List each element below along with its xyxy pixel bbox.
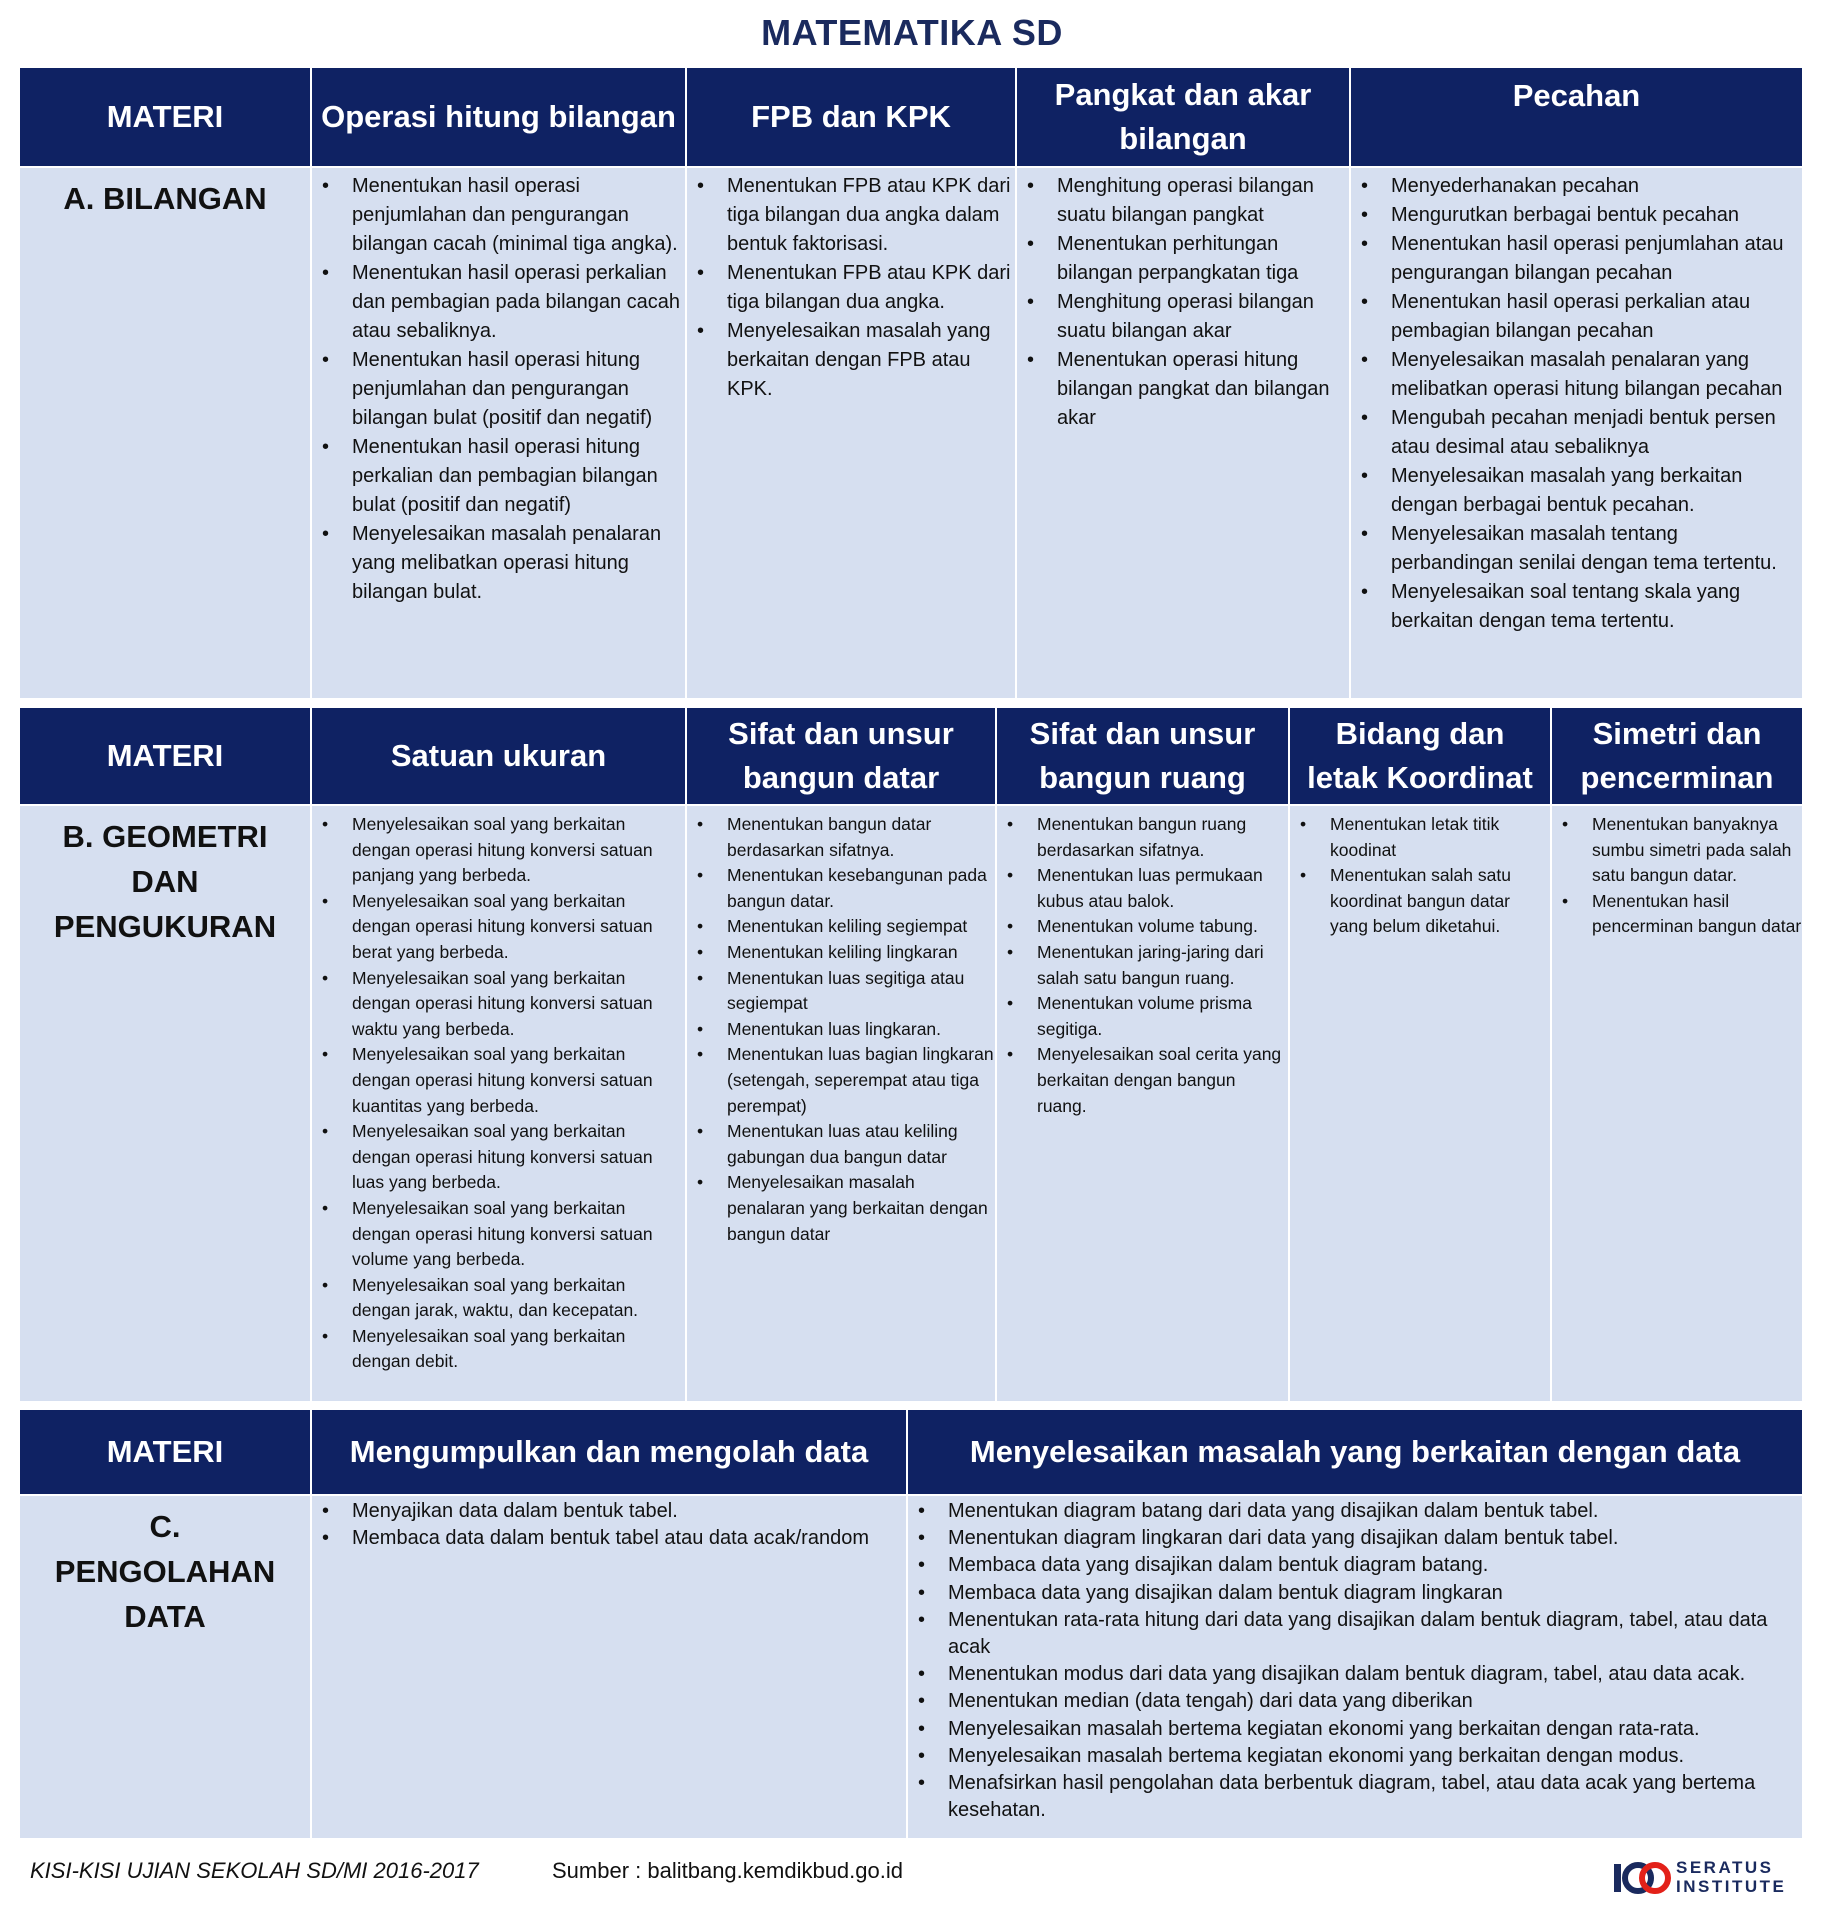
list-item: • Menentukan luas atau keliling gabungan dua bangun datar — [687, 1119, 995, 1170]
materi-header: MATERI — [20, 708, 312, 804]
list-item: • Menyelesaikan masalah penalaran yang berkaitan dengan bangun datar — [687, 1170, 995, 1247]
list-item: • Menyelesaikan masalah yang berkaitan dengan berbagai bentuk pecahan. — [1351, 462, 1802, 520]
list-item: • Menyelesaikan soal yang berkaitan dengan operasi hitung konversi satuan kuantitas yang berbeda. — [312, 1042, 685, 1119]
list-item: • Menyelesaikan soal yang berkaitan dengan jarak, waktu, dan kecepatan. — [312, 1273, 685, 1324]
list-item: • Menentukan operasi hitung bilangan pangkat dan bilangan akar — [1017, 346, 1349, 433]
list-item: • Menentukan rata-rata hitung dari data yang disajikan dalam bentuk diagram, tabel, atau data acak — [908, 1607, 1802, 1661]
footer-caption: KISI-KISI UJIAN SEKOLAH SD/MI 2016-2017 — [30, 1858, 479, 1883]
logo-line: INSTITUTE — [1676, 1877, 1787, 1896]
list-item: • Menyelesaikan soal yang berkaitan dengan debit. — [312, 1324, 685, 1375]
column-header: FPB dan KPK — [687, 68, 1017, 166]
list-item: • Menyelesaikan soal yang berkaitan dengan operasi hitung konversi satuan waktu yang berbeda. — [312, 966, 685, 1043]
content-cell — [312, 1496, 908, 1838]
bullet-list — [687, 812, 995, 1247]
list-item: • Menentukan letak titik koodinat — [1290, 812, 1550, 863]
list-item: • Menentukan luas bagian lingkaran (setengah, seperempat atau tiga perempat) — [687, 1042, 995, 1119]
list-item: • Menentukan luas permukaan kubus atau balok. — [997, 863, 1288, 914]
list-item: • Menentukan FPB atau KPK dari tiga bilangan dua angka. — [687, 259, 1015, 317]
list-item: • Menyelesaikan soal yang berkaitan dengan operasi hitung konversi satuan volume yang berbeda. — [312, 1196, 685, 1273]
list-item: • Menentukan keliling lingkaran — [687, 940, 995, 966]
content-cell — [997, 806, 1290, 1401]
list-item: • Menyajikan data dalam bentuk tabel. — [312, 1498, 906, 1525]
list-item: • Menentukan keliling segiempat — [687, 914, 995, 940]
list-item: • Menyederhanakan pecahan — [1351, 172, 1802, 201]
bullet-list — [1290, 812, 1550, 940]
list-item: • Menyelesaikan soal yang berkaitan dengan operasi hitung konversi satuan luas yang berbeda. — [312, 1119, 685, 1196]
list-item: • Menentukan FPB atau KPK dari tiga bilangan dua angka dalam bentuk faktorisasi. — [687, 172, 1015, 259]
category-label: A. BILANGAN — [20, 168, 312, 698]
column-header: Mengumpulkan dan mengolah data — [312, 1410, 908, 1494]
category-label: C. PENGOLAHAN DATA — [20, 1496, 312, 1838]
bullet-list — [997, 812, 1288, 1119]
list-item: • Menyelesaikan masalah bertema kegiatan ekonomi yang berkaitan dengan rata-rata. — [908, 1716, 1802, 1743]
list-item: • Mengubah pecahan menjadi bentuk persen atau desimal atau sebaliknya — [1351, 404, 1802, 462]
list-item: • Membaca data yang disajikan dalam bentuk diagram lingkaran — [908, 1580, 1802, 1607]
list-item: • Mengurutkan berbagai bentuk pecahan — [1351, 201, 1802, 230]
list-item: • Menentukan modus dari data yang disajikan dalam bentuk diagram, tabel, atau data acak. — [908, 1661, 1802, 1688]
list-item: • Menentukan banyaknya sumbu simetri pada salah satu bangun datar. — [1552, 812, 1802, 889]
list-item: • Menentukan perhitungan bilangan perpangkatan tiga — [1017, 230, 1349, 288]
column-header: Operasi hitung bilangan — [312, 68, 687, 166]
materi-header: MATERI — [20, 68, 312, 166]
logo-line: SERATUS — [1676, 1858, 1774, 1877]
list-item: • Menyelesaikan soal yang berkaitan dengan operasi hitung konversi satuan berat yang berbeda. — [312, 889, 685, 966]
section-a-table — [20, 68, 1802, 698]
list-item: • Menentukan hasil operasi hitung perkalian dan pembagian bilangan bulat (positif dan negatif) — [312, 433, 685, 520]
column-header: Bidang dan letak Koordinat — [1290, 708, 1552, 804]
list-item: • Menghitung operasi bilangan suatu bilangan akar — [1017, 288, 1349, 346]
list-item: • Menentukan hasil operasi penjumlahan dan pengurangan bilangan cacah (minimal tiga angka). — [312, 172, 685, 259]
bullet-list — [312, 812, 685, 1375]
list-item: • Menentukan hasil pencerminan bangun datar — [1552, 889, 1802, 940]
content-cell — [687, 168, 1017, 698]
materi-header: MATERI — [20, 1410, 312, 1494]
content-cell — [1552, 806, 1802, 1401]
list-item: • Menafsirkan hasil pengolahan data berbentuk diagram, tabel, atau data acak yang bertema kesehatan. — [908, 1770, 1802, 1824]
list-item: • Menentukan salah satu koordinat bangun datar yang belum diketahui. — [1290, 863, 1550, 940]
column-header: Sifat dan unsur bangun datar — [687, 708, 997, 804]
list-item: • Menentukan volume tabung. — [997, 914, 1288, 940]
list-item: • Menyelesaikan masalah penalaran yang melibatkan operasi hitung bilangan bulat. — [312, 520, 685, 607]
list-item: • Menentukan bangun ruang berdasarkan sifatnya. — [997, 812, 1288, 863]
bullet-list — [1017, 172, 1349, 433]
content-cell — [1351, 168, 1802, 698]
list-item: • Menentukan hasil operasi perkalian atau pembagian bilangan pecahan — [1351, 288, 1802, 346]
list-item: • Menentukan kesebangunan pada bangun datar. — [687, 863, 995, 914]
list-item: • Menentukan hasil operasi hitung penjumlahan dan pengurangan bilangan bulat (positif dan negatif) — [312, 346, 685, 433]
list-item: • Menentukan hasil operasi penjumlahan atau pengurangan bilangan pecahan — [1351, 230, 1802, 288]
list-item: • Menentukan jaring-jaring dari salah satu bangun ruang. — [997, 940, 1288, 991]
list-item: • Menentukan luas lingkaran. — [687, 1017, 995, 1043]
list-item: • Menentukan volume prisma segitiga. — [997, 991, 1288, 1042]
column-header: Simetri dan pencerminan — [1552, 708, 1802, 804]
column-header: Pangkat dan akar bilangan — [1017, 68, 1351, 166]
footer-source: Sumber : balitbang.kemdikbud.go.id — [552, 1858, 903, 1883]
list-item: • Menyelesaikan soal cerita yang berkaitan dengan bangun ruang. — [997, 1042, 1288, 1119]
list-item: • Menentukan diagram lingkaran dari data yang disajikan dalam bentuk tabel. — [908, 1525, 1802, 1552]
content-cell — [312, 168, 687, 698]
content-cell — [1017, 168, 1351, 698]
list-item: • Menentukan hasil operasi perkalian dan pembagian pada bilangan cacah atau sebaliknya. — [312, 259, 685, 346]
content-cell — [312, 806, 687, 1401]
content-cell — [1290, 806, 1552, 1401]
bullet-list — [908, 1498, 1802, 1824]
logo-text — [1676, 1858, 1786, 1896]
bullet-list — [1351, 172, 1802, 636]
column-header: Pecahan — [1351, 68, 1802, 166]
content-cell — [687, 806, 997, 1401]
category-label: B. GEOMETRI DAN PENGUKURAN — [20, 806, 312, 1401]
column-header: Sifat dan unsur bangun ruang — [997, 708, 1290, 804]
bullet-list — [1552, 812, 1802, 940]
logo-mark-icon — [1612, 1858, 1674, 1898]
list-item: • Menyelesaikan soal yang berkaitan dengan operasi hitung konversi satuan panjang yang berbeda. — [312, 812, 685, 889]
list-item: • Menyelesaikan soal tentang skala yang berkaitan dengan tema tertentu. — [1351, 578, 1802, 636]
list-item: • Menyelesaikan masalah yang berkaitan dengan FPB atau KPK. — [687, 317, 1015, 404]
list-item: • Membaca data yang disajikan dalam bentuk diagram batang. — [908, 1552, 1802, 1579]
section-c-table — [20, 1410, 1802, 1838]
section-b-table — [20, 708, 1802, 1401]
page-title: MATEMATIKA SD — [761, 12, 1063, 53]
column-header: Menyelesaikan masalah yang berkaitan dengan data — [908, 1410, 1802, 1494]
list-item: • Menentukan luas segitiga atau segiempat — [687, 966, 995, 1017]
list-item: • Menentukan bangun datar berdasarkan sifatnya. — [687, 812, 995, 863]
seratus-institute-logo — [1612, 1856, 1792, 1900]
list-item: • Menyelesaikan masalah bertema kegiatan ekonomi yang berkaitan dengan modus. — [908, 1743, 1802, 1770]
list-item: • Menyelesaikan masalah penalaran yang melibatkan operasi hitung bilangan pecahan — [1351, 346, 1802, 404]
content-cell — [908, 1496, 1802, 1838]
list-item: • Menghitung operasi bilangan suatu bilangan pangkat — [1017, 172, 1349, 230]
list-item: • Menyelesaikan masalah tentang perbandingan senilai dengan tema tertentu. — [1351, 520, 1802, 578]
bullet-list — [312, 172, 685, 607]
bullet-list — [687, 172, 1015, 404]
bullet-list — [312, 1498, 906, 1552]
column-header: Satuan ukuran — [312, 708, 687, 804]
list-item: • Menentukan median (data tengah) dari data yang diberikan — [908, 1688, 1802, 1715]
list-item: • Membaca data dalam bentuk tabel atau data acak/random — [312, 1525, 906, 1552]
list-item: • Menentukan diagram batang dari data yang disajikan dalam bentuk tabel. — [908, 1498, 1802, 1525]
